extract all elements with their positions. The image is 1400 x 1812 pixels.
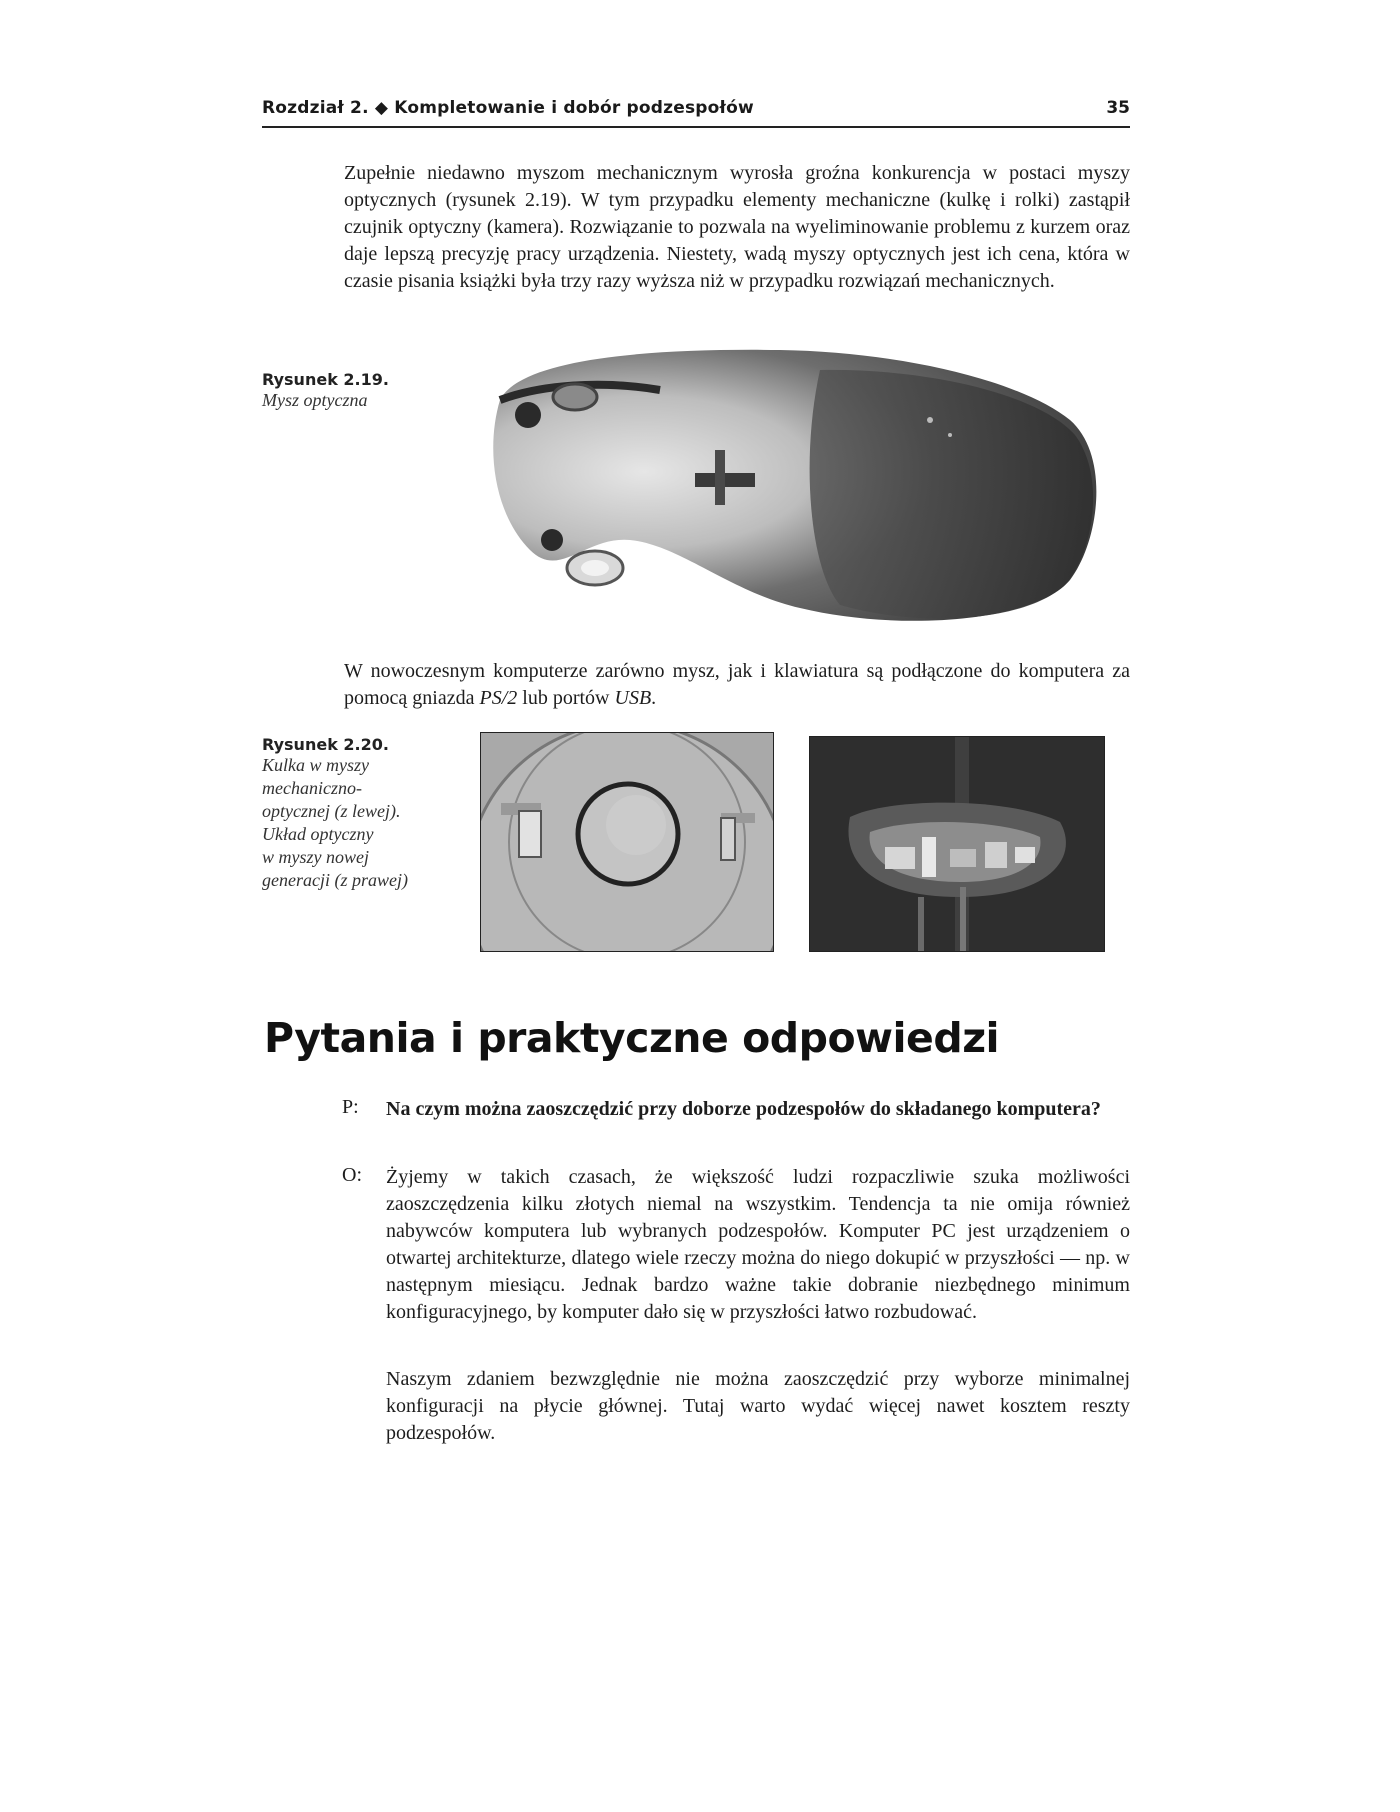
page-number: 35 xyxy=(1106,98,1130,118)
paragraph-ps2-usb-text-start: W nowoczesnym komputerze zarówno mysz, jak i klawiatura są podłączone do komputera za pomocą gniazda xyxy=(344,660,1130,709)
answer-paragraph-1: Żyjemy w takich czasach, że większość ludzi rozpaczliwie szuka możliwości zaoszczędzenia kilku złotych niemal na wszystkim. Tendencja ta nie omija również nabywców komputera lub wybranych podzespołów. Komputer PC jest urządzeniem o otwartej architekturze, dlatego wiele rzeczy można do niego dokupić w przyszłości — np. w następnym miesiącu. Jednak bardzo ważne takie dobranie niezbędnego minimum konfiguracyjnego, by komputer dało się w przyszłości łatwo rozbudować. xyxy=(386,1166,1130,1323)
figure-2-19-label: Rysunek 2.19. xyxy=(262,370,389,389)
figure-2-20-caption-line-2: mechaniczno- xyxy=(262,778,362,798)
figure-2-20-caption-line-1: Kulka w myszy xyxy=(262,755,369,775)
paragraph-optical-mice: Zupełnie niedawno myszom mechanicznym wyrosła groźna konkurencja w postaci myszy optycznych (rysunek 2.19). W tym przypadku elementy mechaniczne (kulkę i rolki) zastąpił czujnik optyczny (kamera). Rozwiązanie to pozwala na wyeliminowanie problemu z kurzem oraz daje lepszą precyzję pracy urządzenia. Niestety, wadą myszy optycznych jest ich cena, która w czasie pisania książki była trzy razy wyższa niż w przypadku rozwiązań mechanicznych. xyxy=(344,162,1130,292)
question-text: Na czym można zaoszczędzić przy doborze podzespołów do składanego komputera? xyxy=(386,1098,1101,1120)
answer-label: O: xyxy=(342,1164,362,1186)
figure-2-20-caption-line-5: w myszy nowej xyxy=(262,847,369,867)
ps2-term: PS/2 xyxy=(479,687,518,709)
figure-2-20-caption-line-4: Układ optyczny xyxy=(262,824,374,844)
mouse-ball-image xyxy=(480,732,774,952)
optical-sensor-image xyxy=(809,736,1105,952)
answer-paragraph-2: Naszym zdaniem bezwzględnie nie można zaoszczędzić przy wyborze minimalnej konfiguracji na płycie głównej. Tutaj warto wydać więcej nawet kosztem reszty podzespołów. xyxy=(386,1368,1130,1444)
figure-2-20-label: Rysunek 2.20. xyxy=(262,735,389,754)
section-title: Pytania i praktyczne odpowiedzi xyxy=(264,1014,1000,1062)
optical-mouse-image xyxy=(480,340,1100,630)
figure-2-20-caption-block xyxy=(262,735,462,892)
figure-2-20-caption-line-3: optycznej (z lewej). xyxy=(262,801,401,821)
figure-2-19-caption-block xyxy=(262,370,442,412)
paragraph-ps2-usb-text-middle: lub portów xyxy=(517,687,615,709)
paragraph-ps2-usb xyxy=(344,658,1130,712)
figure-2-20-caption-line-6: generacji (z prawej) xyxy=(262,870,408,890)
running-header xyxy=(262,98,1130,128)
figure-2-19-caption: Mysz optyczna xyxy=(262,390,368,410)
paragraph-ps2-usb-text-end: . xyxy=(651,687,657,709)
chapter-title: Rozdział 2. ◆ Kompletowanie i dobór podzespołów xyxy=(262,98,754,118)
question-label: P: xyxy=(342,1096,359,1118)
usb-term: USB xyxy=(614,687,652,709)
